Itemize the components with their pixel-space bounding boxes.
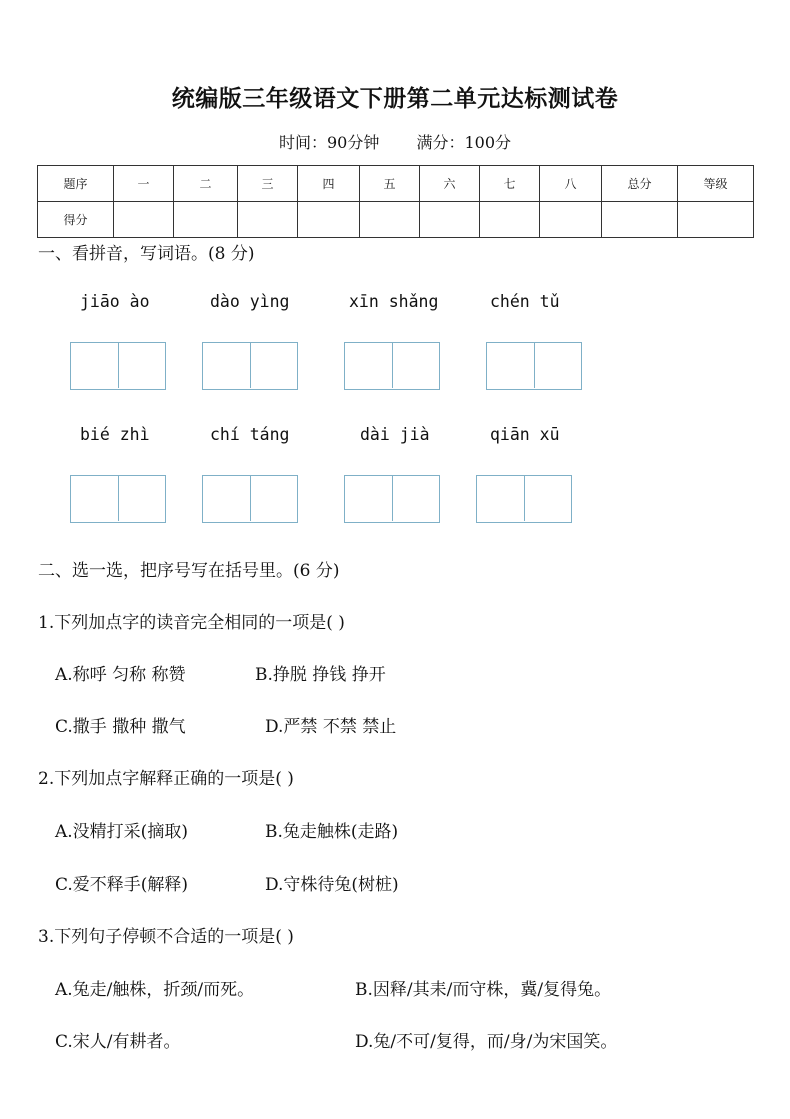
- score-table: [37, 165, 754, 238]
- score-cell[interactable]: [298, 202, 360, 238]
- writing-grid[interactable]: [476, 475, 572, 523]
- score-cell[interactable]: [480, 202, 540, 238]
- score-cell[interactable]: [114, 202, 174, 238]
- question-1-option-a: A.称呼 匀称 称赞: [55, 665, 186, 685]
- writing-grid[interactable]: [70, 342, 166, 390]
- grid-cell[interactable]: [477, 476, 524, 521]
- writing-grid[interactable]: [70, 475, 166, 523]
- pinyin-label: chí táng: [210, 425, 290, 444]
- section1-heading: 一、看拼音，写词语。(8 分): [38, 244, 255, 264]
- pinyin-label: dào yìng: [210, 292, 290, 311]
- full-score: 满分：100分: [416, 133, 511, 152]
- header-cell: 总分: [602, 166, 678, 202]
- writing-grid[interactable]: [344, 342, 440, 390]
- writing-grid[interactable]: [202, 475, 298, 523]
- score-cell[interactable]: [238, 202, 298, 238]
- writing-grid[interactable]: [344, 475, 440, 523]
- header-cell: 四: [298, 166, 360, 202]
- question-3-option-b: B.因释/其耒/而守株，冀/复得兔。: [355, 980, 612, 1000]
- score-table-score-row: [38, 202, 754, 238]
- header-cell: 三: [238, 166, 298, 202]
- question-2-option-b: B.兔走触株(走路): [265, 822, 399, 842]
- grid-cell[interactable]: [392, 476, 440, 521]
- header-cell: 七: [480, 166, 540, 202]
- grid-cell[interactable]: [203, 476, 250, 521]
- question-3-stem: 3.下列句子停顿不合适的一项是( ): [38, 927, 294, 947]
- question-1-option-b: B.挣脱 挣钱 挣开: [255, 665, 386, 685]
- grid-cell[interactable]: [392, 343, 440, 388]
- score-cell[interactable]: [420, 202, 480, 238]
- row-label: 得分: [38, 202, 114, 238]
- grid-cell[interactable]: [203, 343, 250, 388]
- header-cell: 二: [174, 166, 238, 202]
- page-title: 统编版三年级语文下册第二单元达标测试卷: [171, 86, 619, 112]
- question-3-option-d: D.兔/不可/复得，而/身/为宋国笑。: [355, 1032, 618, 1052]
- grid-cell[interactable]: [345, 476, 392, 521]
- question-1-option-d: D.严禁 不禁 禁止: [265, 717, 397, 737]
- question-3-option-c: C.宋人/有耕者。: [55, 1032, 181, 1052]
- header-cell: 六: [420, 166, 480, 202]
- writing-grid[interactable]: [486, 342, 582, 390]
- score-cell[interactable]: [360, 202, 420, 238]
- header-cell: 五: [360, 166, 420, 202]
- grid-cell[interactable]: [250, 476, 298, 521]
- header-cell: 八: [540, 166, 602, 202]
- grid-cell[interactable]: [71, 476, 118, 521]
- grid-cell[interactable]: [250, 343, 298, 388]
- time-limit: 时间：90分钟: [278, 133, 380, 152]
- question-1-stem: 1.下列加点字的读音完全相同的一项是( ): [38, 613, 345, 633]
- grid-cell[interactable]: [71, 343, 118, 388]
- writing-grid[interactable]: [202, 342, 298, 390]
- question-1-option-c: C.撒手 撒种 撒气: [55, 717, 186, 737]
- header-cell: 一: [114, 166, 174, 202]
- score-cell[interactable]: [602, 202, 678, 238]
- question-2-option-c: C.爱不释手(解释): [55, 875, 189, 895]
- grid-cell[interactable]: [487, 343, 534, 388]
- pinyin-label: jiāo ào: [80, 292, 150, 311]
- score-cell[interactable]: [678, 202, 754, 238]
- pinyin-label: xīn shǎng: [349, 292, 439, 311]
- question-2-stem: 2.下列加点字解释正确的一项是( ): [38, 769, 294, 789]
- question-2-option-a: A.没精打采(摘取): [55, 822, 188, 842]
- grid-cell[interactable]: [534, 343, 582, 388]
- pinyin-label: dài jià: [360, 425, 430, 444]
- header-cell: 题序: [38, 166, 114, 202]
- grid-cell[interactable]: [118, 476, 166, 521]
- score-cell[interactable]: [174, 202, 238, 238]
- score-cell[interactable]: [540, 202, 602, 238]
- exam-info: [0, 130, 790, 153]
- grid-cell[interactable]: [524, 476, 572, 521]
- pinyin-label: bié zhì: [80, 425, 150, 444]
- question-3-option-a: A.兔走/触株，折颈/而死。: [55, 980, 255, 1000]
- grid-cell[interactable]: [345, 343, 392, 388]
- grid-cell[interactable]: [118, 343, 166, 388]
- section2-heading: 二、选一选，把序号写在括号里。(6 分): [38, 561, 340, 581]
- header-cell: 等级: [678, 166, 754, 202]
- pinyin-label: qiān xū: [490, 425, 560, 444]
- question-2-option-d: D.守株待兔(树桩): [265, 875, 399, 895]
- score-table-header-row: [38, 166, 754, 202]
- pinyin-label: chén tǔ: [490, 292, 560, 311]
